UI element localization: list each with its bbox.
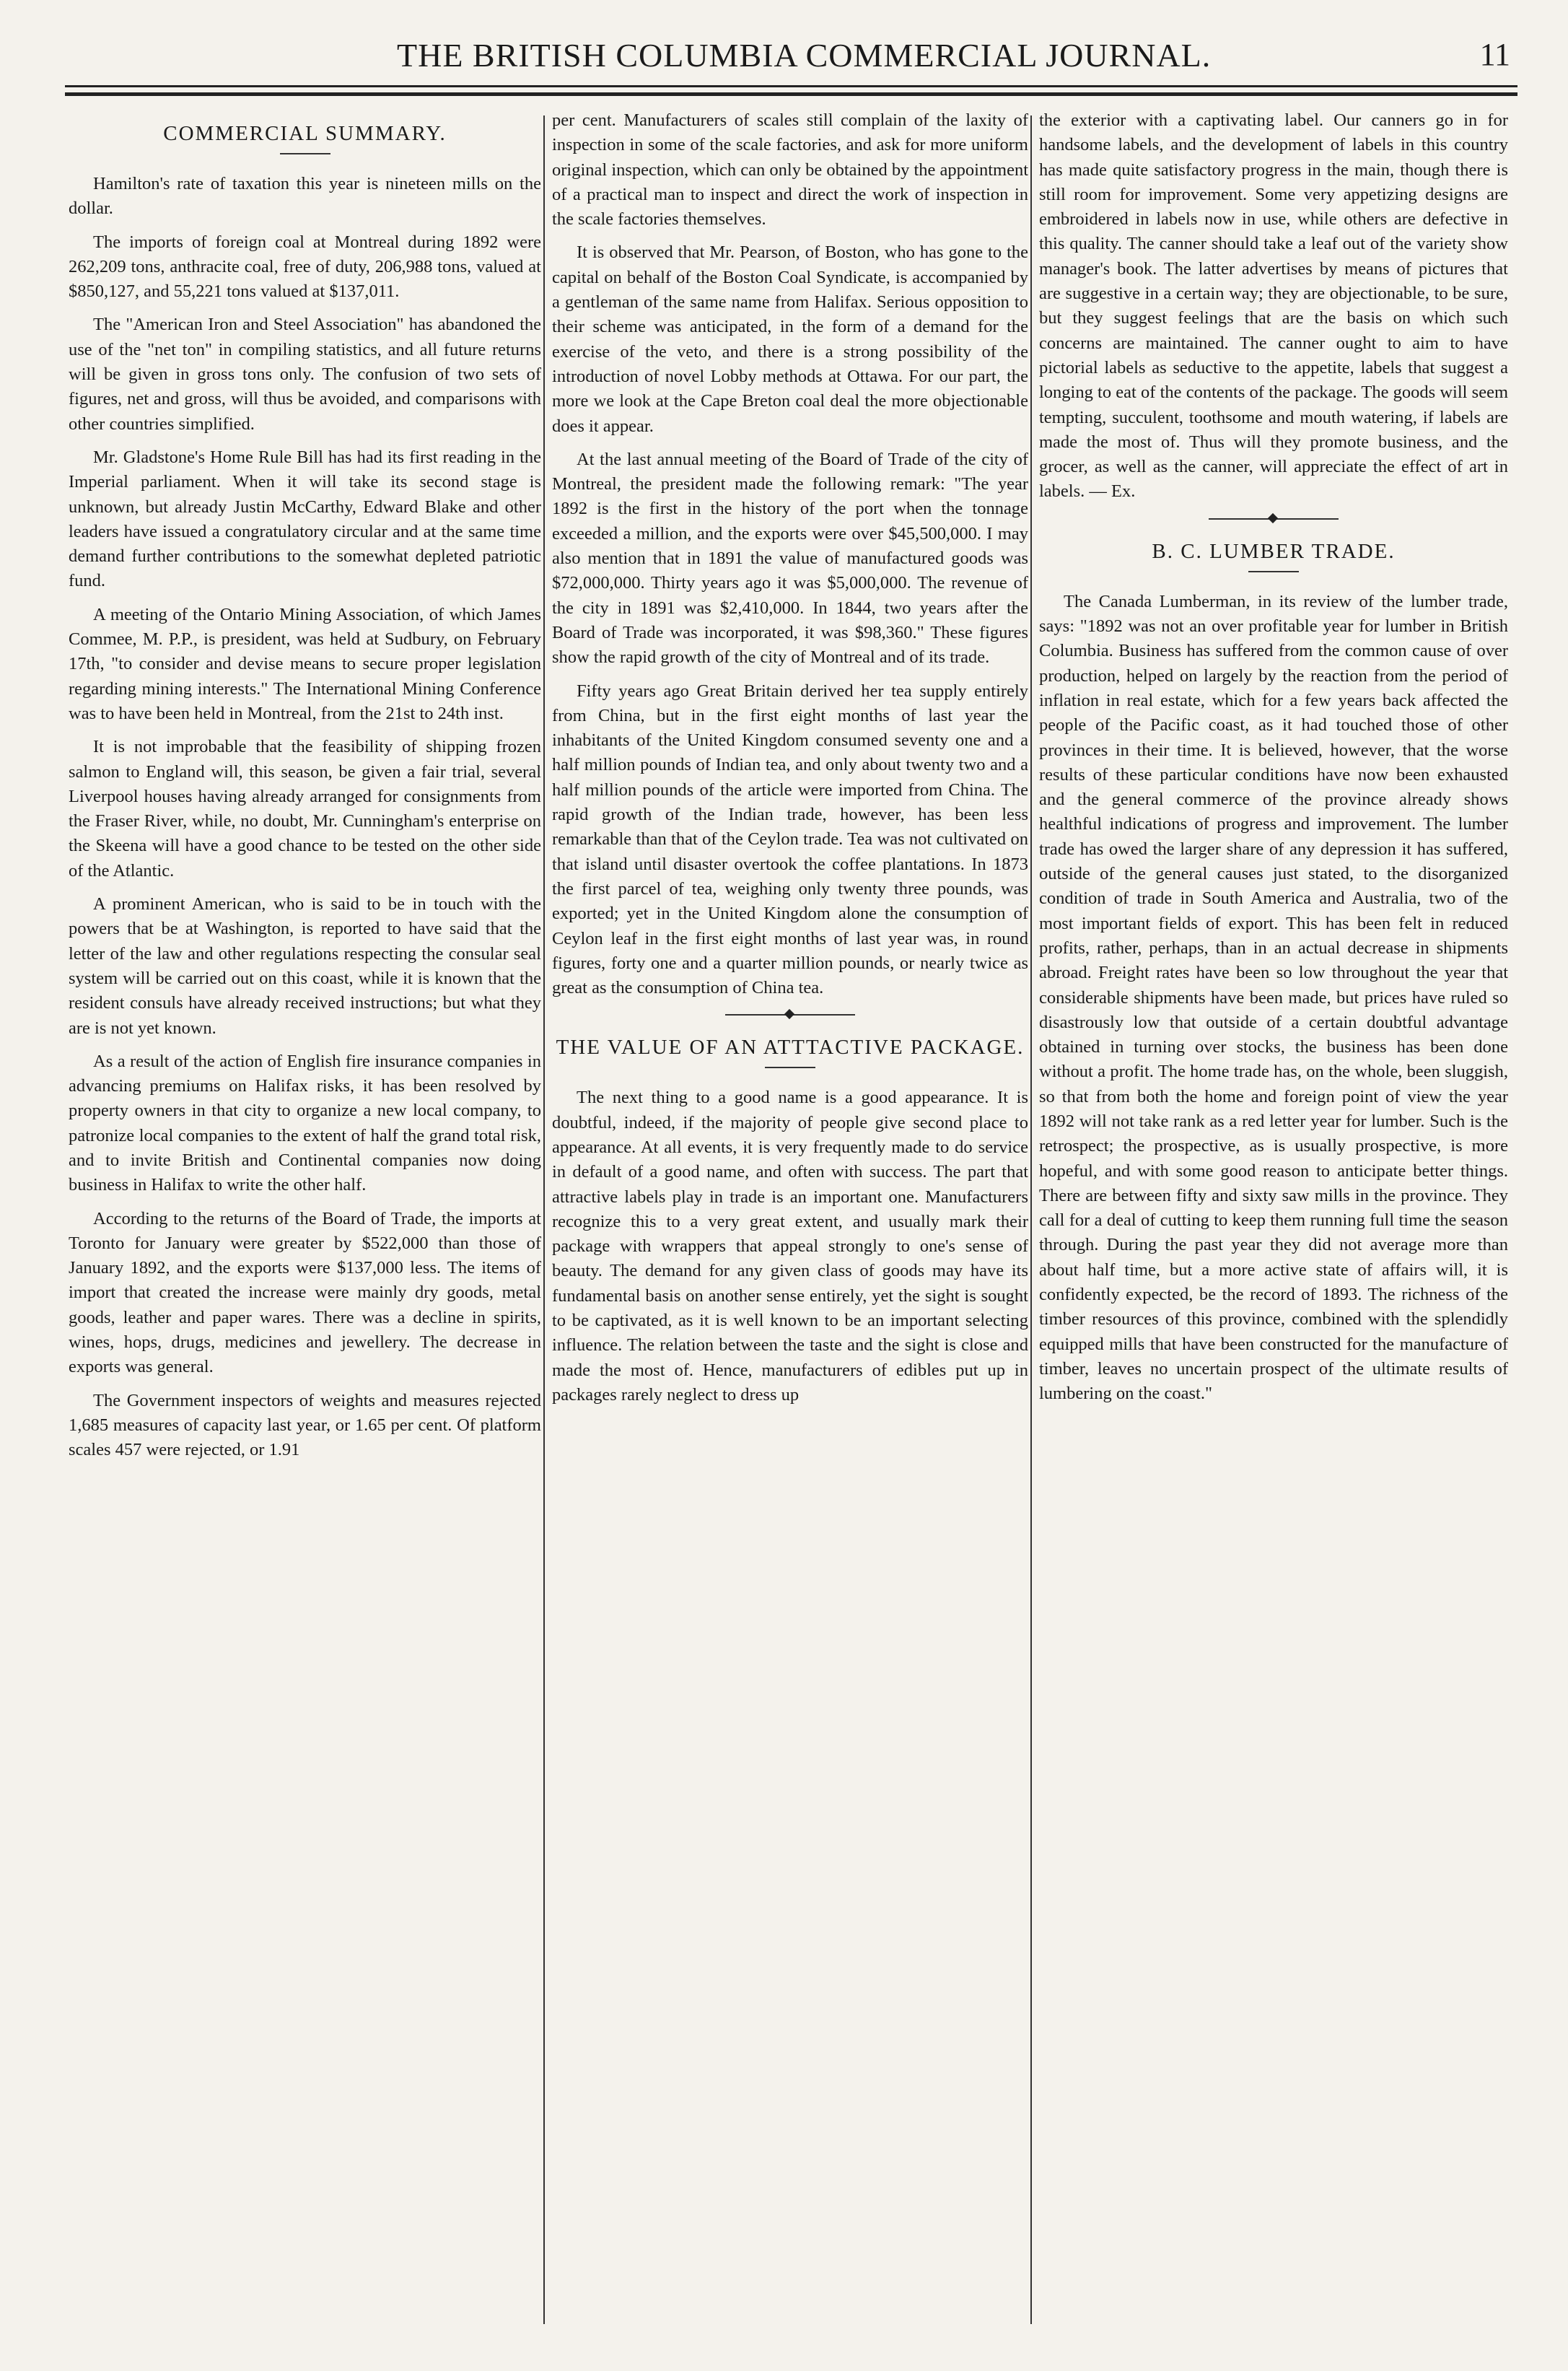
article-paragraph: The Canada Lumberman, in its review of the lumber trade, says: "1892 was not an over profitable year for lumber in British Columbia. Business has suffered from the common cause of over production, helped on largely by the reaction from the period of inflation in real estate, which for a few years back affected the people of the Pacific coast, as it had touched those of other provinces in their time. It is believed, however, that the worse results of these particular conditions have now been exhausted and the general commerce of the province already shows healthful indications of progress and improvement. The lumber trade has owed the larger share of any depression it has suffered, outside of the general causes just stated, to the disorganized condition of trade in South America and Australia, two of the most important fields of export. This has been felt in reduced profits, rather, perhaps, than in an actual decrease in shipments abroad. Freight rates have been so low throughout the year that considerable shipments have been made, but prices have ruled so disastrously low that outside of a certain doubtful advantage obtained in turning over stocks, the business has been done without a profit. The home trade has, on the whole, been sluggish, so that from both the home and foreign point of view the year 1892 will not take rank as a red letter year for lumber. Such is the retrospect; the prospective, as is usually prospective, is more hopeful, and with some good reason to anticipate better things. There are between fifty and sixty saw mills in the province. They call for a deal of cutting to keep them running full time the season through. During the past year they did not average more than about half time, but a more active state of affairs will, it is confidently expected, be the record of 1893. The richness of the timber resources of this province, combined with the splendidly equipped mills that have been constructed for the manufacture of timber, leaves no uncertain prospect of the ultimate results of lumbering on the coast." [1039,591,1508,1404]
heading-rule [1248,571,1299,572]
column-1 [69,108,541,1472]
header-rule-thick [65,92,1517,96]
running-head [65,29,1517,87]
ornament-divider [1209,515,1339,523]
article-paragraph: Hamilton's rate of taxation this year is nineteen mills on the dollar. [69,174,541,219]
column-divider [1030,115,1032,2324]
article-paragraph: Mr. Gladstone's Home Rule Bill has had its first reading in the Imperial parliament. When it will take its second stage is unknown, but already Justin McCarthy, Edward Blake and other leaders have issued a congratulatory circular and at the same time demand further contributions to the somewhat depleted patriotic fund. [69,447,541,591]
article-paragraph: the exterior with a captivating label. Our canners go in for handsome labels, and the development of labels in this country has made quite satisfactory progress in the main, though there is still room for improvement. Some very appetizing designs are embroidered in labels now in use, while others are defective in this quality. The canner should take a leaf out of the variety show manager's book. The latter advertises by means of pictures that are suggestive in a certain way; they are objectionable, to be sure, but they suggest feelings that are the basis on which such concerns are maintained. The canner ought to aim to have pictorial labels as seductive to the appetite, labels that suggest a longing to eat of the contents of the package. The goods will seem tempting, succulent, toothsome and mouth watering, if labels are made the most of. Thus will they promote business, and the grocer, as well as the canner, will appreciate the effect of art in labels. — Ex. [1039,110,1508,502]
column-divider [543,115,545,2324]
article-paragraph: A meeting of the Ontario Mining Association, of which James Commee, M. P.P., is president, was held at Sudbury, on February 17th, "to consider and devise means to secure proper legislation regarding mining interests." The International Mining Conference was to have been held in Montreal, from the 21st to 24th inst. [69,604,541,723]
article-paragraph: It is not improbable that the feasibility of shipping frozen salmon to England will, this season, be given a fair trial, several Liverpool houses having already arranged for consignments from the Fraser River, while, no doubt, Mr. Cunningham's enterprise on the Skeena will have a good chance to be tested on the other side of the Atlantic. [69,737,541,881]
ornament-divider [725,1010,855,1019]
page-number: 11 [1479,37,1510,72]
article-paragraph: It is observed that Mr. Pearson, of Boston, who has gone to the capital on behalf of the Boston Coal Syndicate, is accompanied by a gentleman of the same name from Halifax. Serious opposition to their scheme was anticipated, in the form of a demand for the exercise of the veto, and there is a strong possibility of the introduction of novel Lobby methods at Ottawa. For our part, the more we look at the Cape Breton coal deal the more objectionable does it appear. [552,243,1028,436]
article-paragraph: According to the returns of the Board of Trade, the imports at Toronto for January were greater by $522,000 than those of January 1892, and the exports were $137,000 less. The items of import that created the increase were mainly dry goods, metal goods, leather and paper wares. There was a decline in spirits, wines, hops, drugs, medicines and jewellery. The decrease in exports was general. [69,1208,541,1377]
heading-rule [765,1067,815,1068]
column-3 [1039,108,1508,1415]
article-paragraph: The "American Iron and Steel Association" has abandoned the use of the "net ton" in compiling statistics, and all future returns will be given in gross tons only. The confusion of two sets of figures, net and gross, will thus be avoided, and comparisons with other countries simplified. [69,315,541,434]
article-paragraph: Fifty years ago Great Britain derived her tea supply entirely from China, but in the first eight months of last year the inhabitants of the United Kingdom consumed seventy one and a half million pounds of Indian tea, and only about twenty two and a half million pounds of the article were imported from China. The rapid growth of the Indian trade, however, has been less remarkable than that of the Ceylon trade. Tea was not cultivated on that island until disaster overtook the coffee plantations. In 1873 the first parcel of tea, weighing only twenty three pounds, was exported; yet in the United Kingdom alone the consumption of Ceylon leaf in the first eight months of last year was, in round figures, forty one and a quarter million pounds, or nearly twice as great as the consumption of China tea. [552,681,1028,998]
article-paragraph: The Government inspectors of weights and measures rejected 1,685 measures of capacity last year, or 1.65 per cent. Of platform scales 457 were rejected, or 1.91 [69,1390,541,1460]
article-paragraph: A prominent American, who is said to be in touch with the powers that be at Washington, is reported to have said that the letter of the law and other regulations respecting the consular seal system will be carried out on this coast, while it is known that the resident consuls have already received instructions; but what they are is not yet known. [69,894,541,1038]
commercial-summary-heading: COMMERCIAL SUMMARY. [163,122,447,145]
heading-rule [280,153,330,154]
column-2 [552,108,1028,1416]
article-paragraph: The next thing to a good name is a good appearance. It is doubtful, indeed, if the majority of people give second place to appearance. At all events, it is very frequently made to do service in default of a good name, and often with success. The part that attractive labels play in trade is an important one. Manufacturers recognize this to a very great extent, and usually mark their package with wrappers that appeal strongly to one's sense of beauty. The demand for any given class of goods may have its fundamental basis on another sense entirely, yet the sight is sought to be captivated, as it is well known to be an important selecting influence. The relation between the taste and the sight is close and made the most of. Hence, manufacturers of edibles put up in packages rarely neglect to dress up [552,1088,1028,1405]
header-rule [65,85,1517,87]
attractive-package-heading: THE VALUE OF AN ATTTACTIVE PACKAGE. [556,1036,1025,1060]
journal-title: THE BRITISH COLUMBIA COMMERCIAL JOURNAL. [397,37,1212,74]
article-paragraph: As a result of the action of English fire insurance companies in advancing premiums on Halifax risks, it has been resolved by property owners in that city to organize a new local company, to patronize local companies to the extent of half the grand total risk, and to invite British and Continental companies now doing business in Halifax to write the other half. [69,1051,541,1195]
article-paragraph: The imports of foreign coal at Montreal during 1892 were 262,209 tons, anthracite coal, free of duty, 206,988 tons, valued at $850,127, and 55,221 tons valued at $137,011. [69,232,541,302]
article-paragraph: per cent. Manufacturers of scales still complain of the laxity of inspection in some of the scale factories, and ask for more uniform original inspection, which can only be obtained by the appointment of a practical man to inspect and direct the work of inspection in the scale factories themselves. [552,110,1028,230]
lumber-trade-heading: B. C. LUMBER TRADE. [1152,539,1396,563]
article-paragraph: At the last annual meeting of the Board of Trade of the city of Montreal, the president made the following remark: "The year 1892 is the first in the history of the port when the tonnage exceeded a million, and the exports were over $45,500,000. I may also mention that in 1891 the value of manufactured goods was $72,000,000. Thirty years ago it was $5,000,000. The revenue of the city in 1891 was $2,410,000. In 1844, two years after the Board of Trade was incorporated, it was $98,360." These figures show the rapid growth of the city of Montreal and of its trade. [552,449,1028,668]
